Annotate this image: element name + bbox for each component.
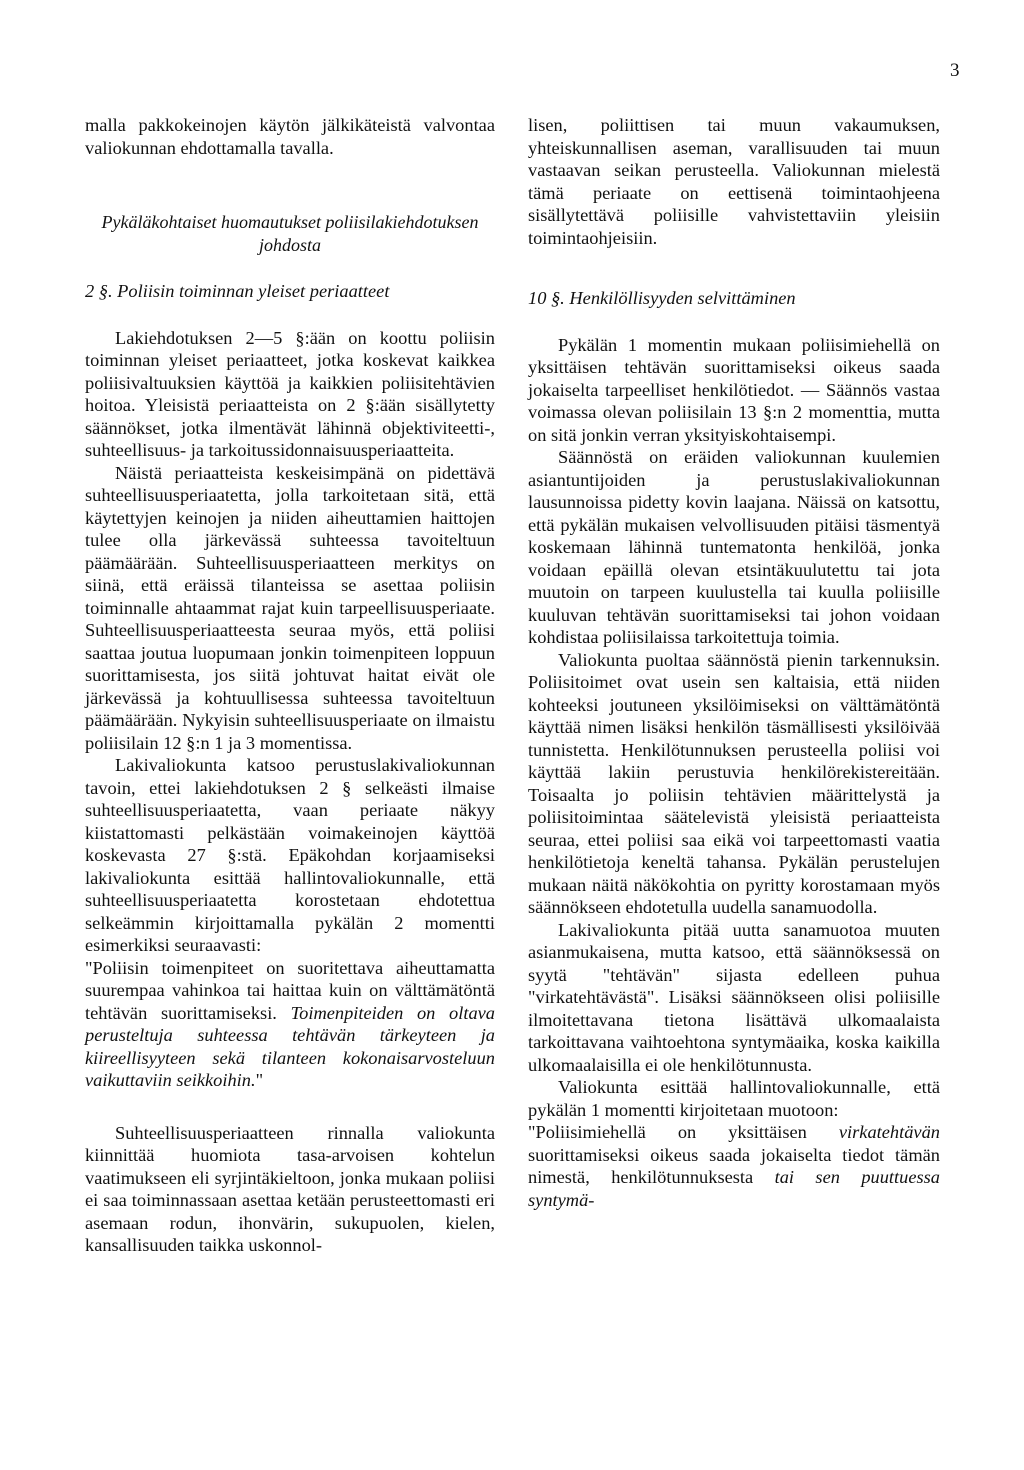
quote-italic-addition: Toimenpiteiden on oltava perusteltuja suhteessa tehtävän tärkeyteen ja kiireellisyyteen sekä tilanteen kokonaisarvosteluun vaikuttaviin seikkoihin. bbox=[85, 1002, 495, 1090]
quote-plain-text: "Poliisin toimenpiteet on suoritettava aiheuttamatta suurempaa vahinkoa tai haittaa kuin on välttämätöntä tehtävän suorittamiseksi. bbox=[85, 957, 495, 1023]
right-quote-italic: virkatehtävän bbox=[838, 1122, 940, 1142]
left-column bbox=[85, 114, 495, 1257]
right-quote-text: "Poliisimiehellä on yksittäisen bbox=[528, 1122, 807, 1142]
left-closing-paragraph: Suhteellisuusperiaatteen rinnalla valiokunta kiinnittää huomiota tasa-arvoisen kohtelun vaatimukseen eli syrjintäkieltoon, jonka mukaan poliisi ei saa toiminnassaan asettaa ketään perusteettomasti eri asemaan rodun, ihonvärin, sukupuolen, kielen, kansallisuuden taikka uskonnol- bbox=[85, 1122, 495, 1255]
section-2-title: 2 §. Poliisin toiminnan yleiset periaatteet bbox=[85, 281, 390, 301]
right-paragraph: Säännöstä on eräiden valiokunnan kuulemien asiantuntijoiden ja perustuslakivaliokunnan lausunnoissa pidetty kovin laajana. Näissä on katsottu, että pykälän mukaisen velvollisuuden pitäisi täsmentyä koskemaan lähinnä tuntematonta henkilöä, jonka voidaan epäillä olevan etsintäkuulutettu tai jota muutoin on tarpeen kuulustella tai kuulla poliisille kuuluvan tehtävän suorittamiseksi tai johon voidaan kohdistaa poliisilaissa tarkoitettuja toimia. bbox=[528, 447, 940, 647]
right-paragraph: Valiokunta esittää hallintovaliokunnalle, että pykälän 1 momentti kirjoitetaan muotoon: bbox=[528, 1077, 940, 1120]
right-quote-text: suorittamiseksi oikeus saada jokaiselta tiedot tämän nimestä, henkilötunnuksesta bbox=[528, 1144, 940, 1187]
proposed-wording-quote bbox=[85, 957, 495, 1092]
section-heading: Pykäläkohtaiset huomautukset poliisilakiehdotuksen johdosta bbox=[101, 212, 479, 255]
right-paragraph: Valiokunta puoltaa säännöstä pienin tarkennuksin. Poliisitoimet ovat usein sen kaltaisia, että niiden kohteeksi joutuneen yksilöimiseksi on välttämätöntä käyttää nimen lisäksi henkilön täsmällisesti yksilöivää tunnistetta. Henkilötunnuksen perusteella poliisi voi käyttää lakiin perustuvia henkilörekistereitään. Toisaalta jo poliisin tehtävien määrittelystä ja poliisitoimintaa säätelevistä yleisistä periaatteista seuraa, ettei poliisi saa eikä voi tarpeettomasti vaatia henkilötietoja keneltä tahansa. Pykälän perustelujen mukaan näitä näkökohtia on pyritty korostamaan myös säännökseen ehdotetulla uudella sanamuodolla. bbox=[528, 649, 940, 917]
right-proposed-wording-quote bbox=[528, 1121, 940, 1211]
right-intro-paragraph: lisen, poliittisen tai muun vakaumuksen, yhteiskunnallisen aseman, varallisuuden tai muun vastaavan seikan perusteella. Valiokunnan mielestä tämä periaate on eettisenä toimintaohjeena sisällytettävä poliisille vahvistettaviin yleisiin toimintaohjeisiin. bbox=[528, 115, 940, 248]
page-number: 3 bbox=[950, 60, 960, 81]
left-intro-paragraph: malla pakkokeinojen käytön jälkikäteistä valvontaa valiokunnan ehdottamalla tavalla. bbox=[85, 115, 495, 158]
right-quote-italic: tai sen puuttuessa syntymä- bbox=[528, 1167, 940, 1210]
left-paragraph: Lakiehdotuksen 2—5 §:ään on koottu poliisin toiminnan yleiset periaatteet, jotka koskevat kaikkea poliisivaltuuksien käyttöä ja kaikkien poliisitehtävien hoitoa. Yleisistä periaatteista on 2 §:ään sisällytetty säännökset, jotka ilmentävät lähinnä objektiviteetti-, suhteellisuus- ja tarkoitussidonnaisuusperiaatteita. bbox=[85, 327, 495, 460]
section-10-title: 10 §. Henkilöllisyyden selvittäminen bbox=[528, 288, 796, 308]
right-paragraph: Pykälän 1 momentin mukaan poliisimiehellä on yksittäisen tehtävän suorittamiseksi oikeus saada jokaiselta tarpeelliset henkilötiedot. — Säännös vastaa voimassa olevan poliisilain 13 §:n 2 momenttia, mutta on sitä jonkin verran yksityiskohtaisempi. bbox=[528, 334, 940, 445]
quote-close: " bbox=[255, 1070, 264, 1090]
right-paragraph: Lakivaliokunta pitää uutta sanamuotoa muuten asianmukaisena, mutta katsoo, että säännöksessä on syytä "tehtävän" sijasta edelleen puhua "virkatehtävästä". Lisäksi säännökseen olisi poliisille ilmoitettavana tietona lisättävä ulkomaalaista tarkoittavana vaihtoehtona syntymäaika, koska kaikilla ulkomaalaisilla ei ole henkilötunnusta. bbox=[528, 919, 940, 1075]
left-paragraph: Lakivaliokunta katsoo perustuslakivaliokunnan tavoin, ettei lakiehdotuksen 2 § selkeästi ilmaise suhteellisuusperiaatetta, vaan periaate näkyy kiistattomasti pelkästään voimakeinojen käyttöä koskevasta 27 §:stä. Epäkohdan korjaamiseksi lakivaliokunta esittää hallintovaliokunnalle, että suhteellisuusperiaatetta korostetaan ehdotettua selkeämmin kirjoittamalla pykälän 2 momentti esimerkiksi seuraavasti: bbox=[85, 755, 495, 955]
right-column bbox=[528, 114, 940, 1211]
left-paragraph: Näistä periaatteista keskeisimpänä on pidettävä suhteellisuusperiaatetta, jolla tarkoitetaan sitä, että käytettyjen keinojen ja niiden aiheuttamien haittojen tulee olla järkevässä suhteessa tavoiteltuun päämäärään. Suhteellisuusperiaatteen merkitys on siinä, että eräissä tilanteissa se asettaa poliisin toiminnalle ahtaammat rajat kuin tarpeellisuusperiaate. Suhteellisuusperiaatteesta seuraa myös, että poliisi saattaa joutua luopumaan jonkin toimenpiteen loppuun suorittamisesta, jos siitä johtuvat haitat eivät ole järkevässä ja kohtuullisessa suhteessa tavoiteltuun päämäärään. Nykyisin suhteellisuusperiaate on ilmaistu poliisilain 12 §:n 1 ja 3 momentissa. bbox=[85, 462, 495, 753]
